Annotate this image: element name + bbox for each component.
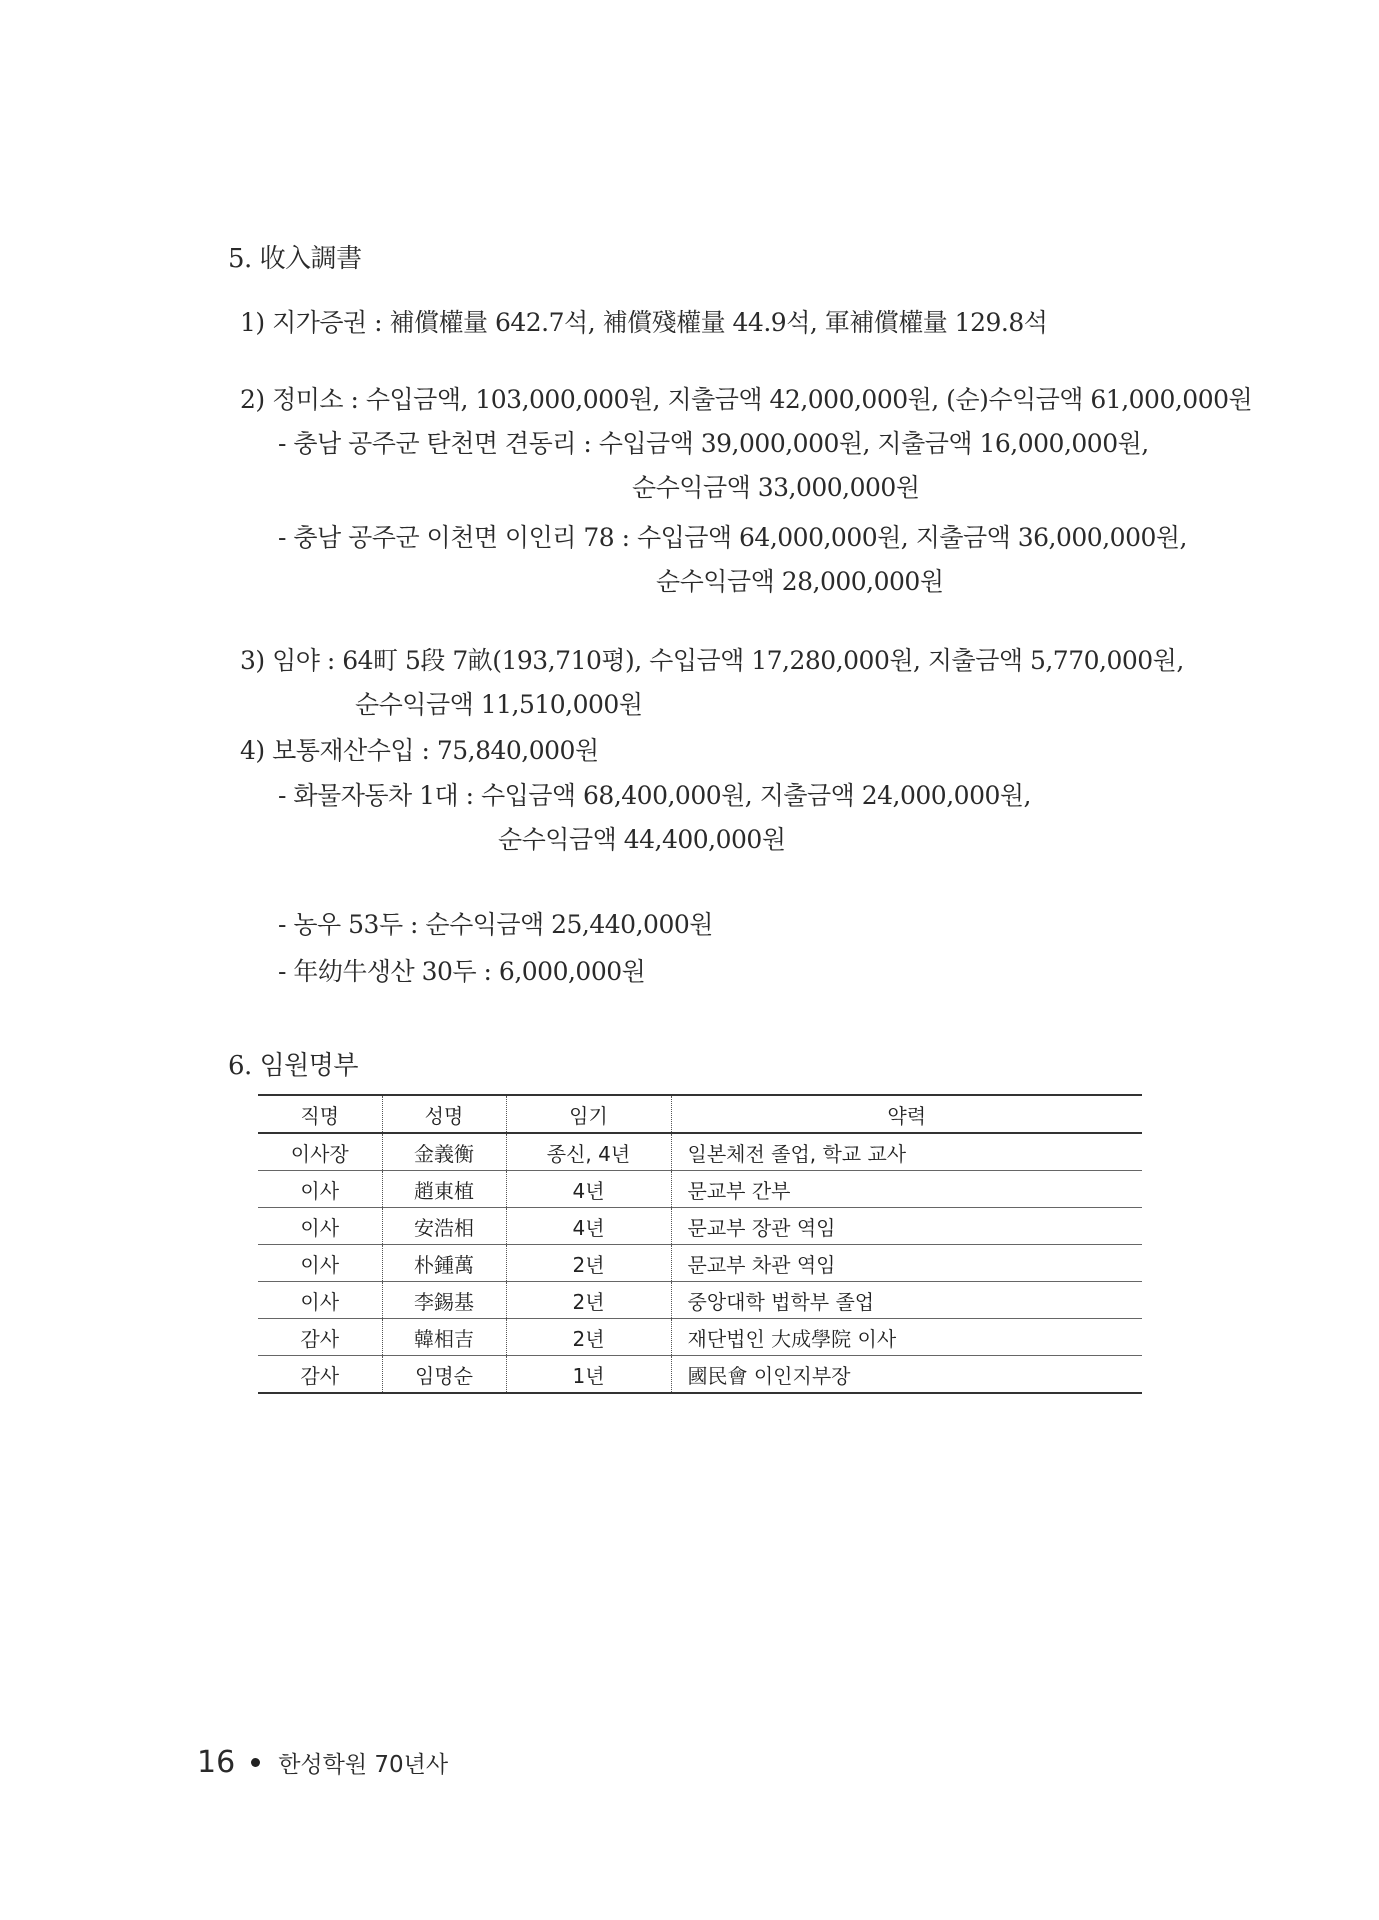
cell-position: 이사 xyxy=(258,1208,382,1245)
cell-position: 감사 xyxy=(258,1319,382,1356)
cell-career: 문교부 차관 역임 xyxy=(687,1252,836,1277)
cell-term: 종신, 4년 xyxy=(506,1133,671,1171)
income-item-1: 1) 지가증권 : 補償權量 642.7석, 補償殘權量 44.9석, 軍補償權量 129.8석 xyxy=(240,308,1048,337)
cell-term: 4년 xyxy=(506,1171,671,1208)
header-name: 성명 xyxy=(382,1095,506,1133)
cell-position: 이사장 xyxy=(258,1133,382,1171)
section-6-heading: 6. 임원명부 xyxy=(228,1051,359,1081)
cell-position: 이사 xyxy=(258,1282,382,1319)
income-item-2-sub-1-cont: 순수익금액 33,000,000원 xyxy=(632,473,920,502)
cell-term: 2년 xyxy=(506,1319,671,1356)
table-row xyxy=(258,1319,1142,1356)
book-title: 한성학원 70년사 xyxy=(278,1752,449,1778)
table-header-row xyxy=(258,1095,1142,1133)
cell-position: 이사 xyxy=(258,1171,382,1208)
table-row xyxy=(258,1356,1142,1394)
table-row xyxy=(258,1208,1142,1245)
cell-career: 문교부 간부 xyxy=(687,1178,791,1203)
income-item-2-sub-2: - 충남 공주군 이천면 이인리 78 : 수입금액 64,000,000원, 지출금액 36,000,000원, xyxy=(278,523,1187,552)
page-number: 16 xyxy=(197,1745,236,1780)
cell-name: 韓相吉 xyxy=(382,1319,506,1356)
cell-career: 國民會 이인지부장 xyxy=(687,1363,851,1388)
table-row xyxy=(258,1245,1142,1282)
table-row xyxy=(258,1282,1142,1319)
cell-name: 임명순 xyxy=(382,1356,506,1394)
income-item-4: 4) 보통재산수입 : 75,840,000원 xyxy=(240,736,599,765)
table-row xyxy=(258,1171,1142,1208)
cell-career: 문교부 장관 역임 xyxy=(687,1215,836,1240)
bullet-dot-icon xyxy=(251,1758,260,1767)
income-item-4-sub-3: - 年幼牛생산 30두 : 6,000,000원 xyxy=(278,957,646,986)
income-item-3: 3) 임야 : 64町 5段 7畝(193,710평), 수입금액 17,280,000원, 지출금액 5,770,000원, xyxy=(240,646,1184,675)
cell-career: 중앙대학 법학부 졸업 xyxy=(687,1289,875,1314)
cell-career: 일본체전 졸업, 학교 교사 xyxy=(687,1141,907,1166)
cell-term: 2년 xyxy=(506,1282,671,1319)
section-5-heading: 5. 收入調書 xyxy=(228,244,362,274)
table-row xyxy=(258,1133,1142,1171)
cell-name: 朴鍾萬 xyxy=(382,1245,506,1282)
cell-name: 安浩相 xyxy=(382,1208,506,1245)
page-footer xyxy=(197,1745,448,1780)
cell-position: 이사 xyxy=(258,1245,382,1282)
income-item-3-cont: 순수익금액 11,510,000원 xyxy=(355,690,643,719)
header-career: 약력 xyxy=(887,1103,927,1128)
income-item-2-sub-1: - 충남 공주군 탄천면 견동리 : 수입금액 39,000,000원, 지출금액 16,000,000원, xyxy=(278,429,1149,458)
cell-name: 金義衡 xyxy=(382,1133,506,1171)
header-term: 임기 xyxy=(506,1095,671,1133)
income-item-4-sub-1: - 화물자동차 1대 : 수입금액 68,400,000원, 지출금액 24,000,000원, xyxy=(278,781,1031,810)
cell-position: 감사 xyxy=(258,1356,382,1394)
header-position: 직명 xyxy=(258,1095,382,1133)
cell-name: 趙東植 xyxy=(382,1171,506,1208)
officers-table xyxy=(258,1094,1142,1394)
cell-term: 4년 xyxy=(506,1208,671,1245)
cell-term: 1년 xyxy=(506,1356,671,1394)
cell-career: 재단법인 大成學院 이사 xyxy=(687,1326,897,1351)
income-item-4-sub-2: - 농우 53두 : 순수익금액 25,440,000원 xyxy=(278,910,713,939)
cell-name: 李錫基 xyxy=(382,1282,506,1319)
income-item-2-sub-2-cont: 순수익금액 28,000,000원 xyxy=(656,567,944,596)
cell-term: 2년 xyxy=(506,1245,671,1282)
income-item-2: 2) 정미소 : 수입금액, 103,000,000원, 지출금액 42,000,000원, (순)수익금액 61,000,000원 xyxy=(240,385,1253,414)
income-item-4-sub-1-cont: 순수익금액 44,400,000원 xyxy=(498,825,786,854)
